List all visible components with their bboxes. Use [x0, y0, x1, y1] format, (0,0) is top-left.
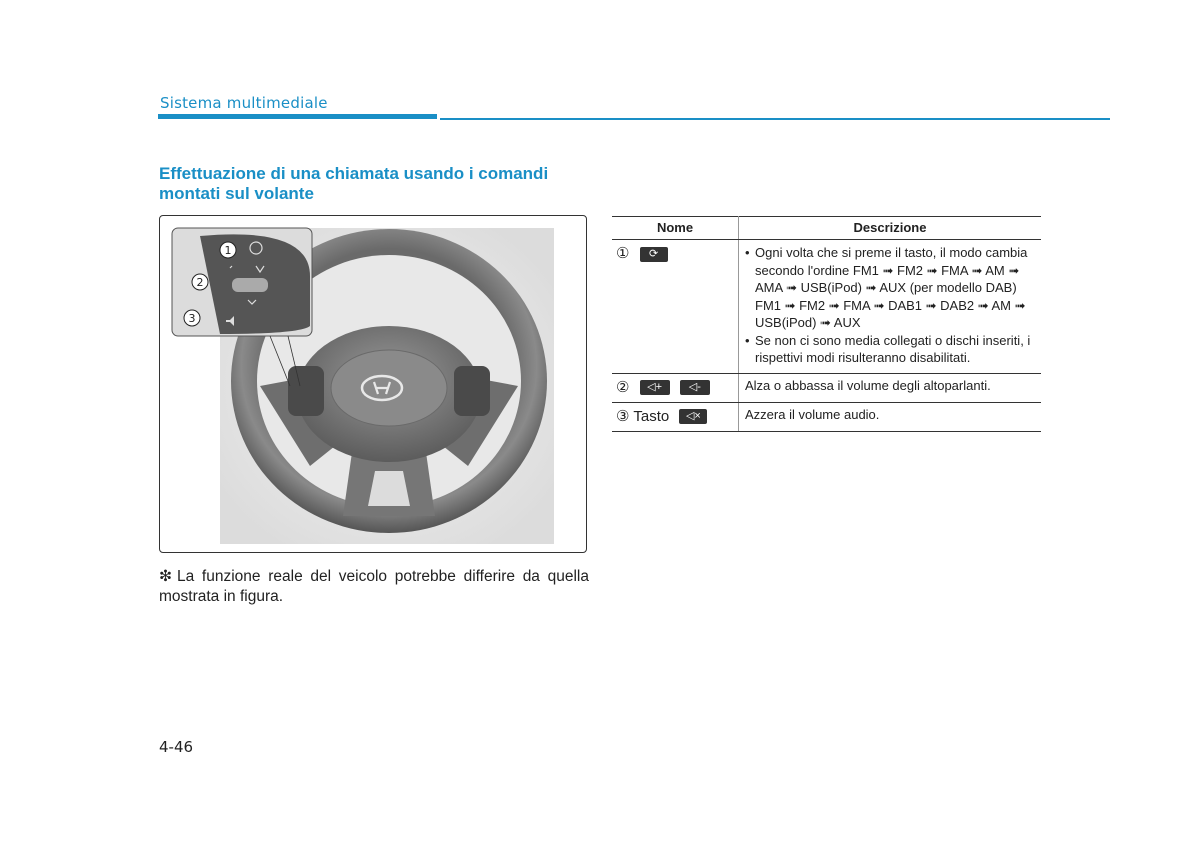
page-number: 4-46	[159, 738, 194, 756]
svg-text:2: 2	[196, 276, 204, 289]
mute-icon: ◁×	[679, 409, 707, 424]
table-row	[612, 402, 1041, 431]
row-desc-cell: Alza o abbassa il volume degli altoparlanti.	[739, 373, 1042, 402]
col-name-header: Nome	[612, 217, 739, 240]
row-label: Tasto	[633, 407, 670, 425]
row-name-cell	[612, 402, 739, 431]
controls-table	[612, 216, 1041, 432]
volume-down-icon: ◁-	[680, 380, 710, 395]
mode-icon: ⟳	[640, 247, 668, 262]
header-bar-thin	[440, 118, 1110, 120]
steering-wheel-figure	[159, 215, 587, 553]
table-row	[612, 373, 1041, 402]
section-header: Sistema multimediale	[160, 94, 328, 112]
row-desc-cell	[739, 240, 1042, 374]
svg-text:1: 1	[224, 244, 232, 257]
col-desc-header: Descrizione	[739, 217, 1042, 240]
row-number: ③	[616, 407, 630, 425]
steering-wheel-illustration	[160, 216, 586, 552]
note-mark: ❇	[159, 568, 172, 585]
svg-text:3: 3	[188, 312, 196, 325]
page-title: Effettuazione di una chiamata usando i comandi montati sul volante	[159, 164, 549, 203]
desc-bullet: • Ogni volta che si preme il tasto, il modo cambia secondo l'ordine FM1 ➟ FM2 ➟ FMA ➟ AM ➟ AMA ➟ USB(iPod) ➟ AUX (per modello DAB) FM1 ➟ FM2 ➟ FMA ➟ DAB1 ➟ DAB2 ➟ AM ➟ USB(iPod) ➟ AUX	[755, 244, 1035, 332]
figure-note	[159, 567, 589, 607]
desc-bullet-list	[745, 244, 1035, 367]
row-number: ①	[616, 245, 630, 262]
volume-up-icon: ◁+	[640, 380, 670, 395]
row-number: ②	[616, 378, 630, 396]
row-name-cell	[612, 240, 739, 374]
row-desc-cell: Azzera il volume audio.	[739, 402, 1042, 431]
desc-bullet: • Se non ci sono media collegati o dischi inseriti, i rispettivi modi risulteranno disabilitati.	[755, 332, 1035, 367]
row-name-cell	[612, 373, 739, 402]
header-bar-thick	[158, 114, 437, 119]
note-text: La funzione reale del veicolo potrebbe differire da quella mostrata in figura.	[159, 568, 589, 605]
table-row	[612, 240, 1041, 374]
